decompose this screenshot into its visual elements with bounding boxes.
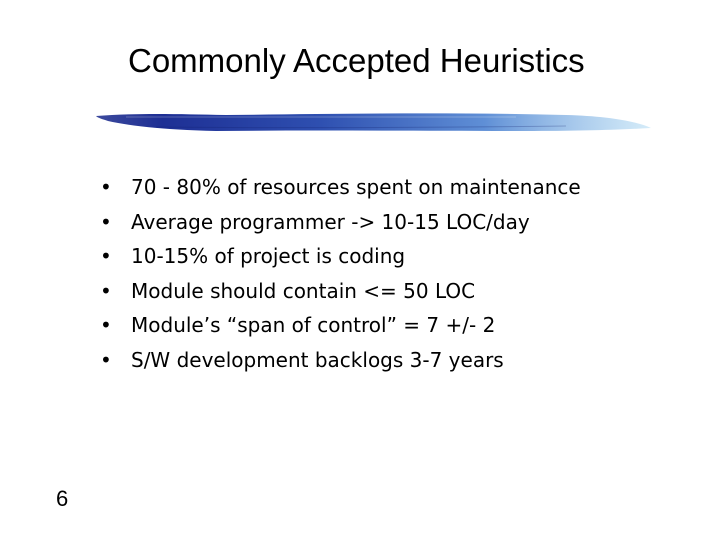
list-item — [100, 239, 581, 274]
title-underline-brush-stroke — [96, 108, 651, 138]
list-item — [100, 274, 581, 309]
list-item — [100, 343, 581, 378]
bullet-icon: • — [100, 278, 112, 303]
bullet-icon: • — [100, 244, 112, 269]
bullet-icon: • — [100, 313, 112, 338]
bullet-icon: • — [100, 347, 112, 372]
slide-title: Commonly Accepted Heuristics — [128, 42, 585, 79]
bullet-text: 10-15% of project is coding — [131, 244, 406, 269]
bullet-text: Module should contain <= 50 LOC — [131, 278, 476, 303]
bullet-text: Average programmer -> 10-15 LOC/day — [131, 209, 530, 234]
bullet-text: Module’s “span of control” = 7 +/- 2 — [131, 313, 496, 338]
bullet-icon: • — [100, 175, 112, 199]
list-item — [100, 170, 581, 205]
bullet-text: S/W development backlogs 3-7 years — [131, 347, 504, 372]
bullet-text: 70 - 80% of resources spent on maintenance — [131, 175, 581, 199]
list-item — [100, 205, 581, 240]
bullet-list — [100, 170, 581, 378]
list-item — [100, 308, 581, 343]
bullet-icon: • — [100, 209, 112, 234]
page-number: 6 — [56, 486, 69, 511]
